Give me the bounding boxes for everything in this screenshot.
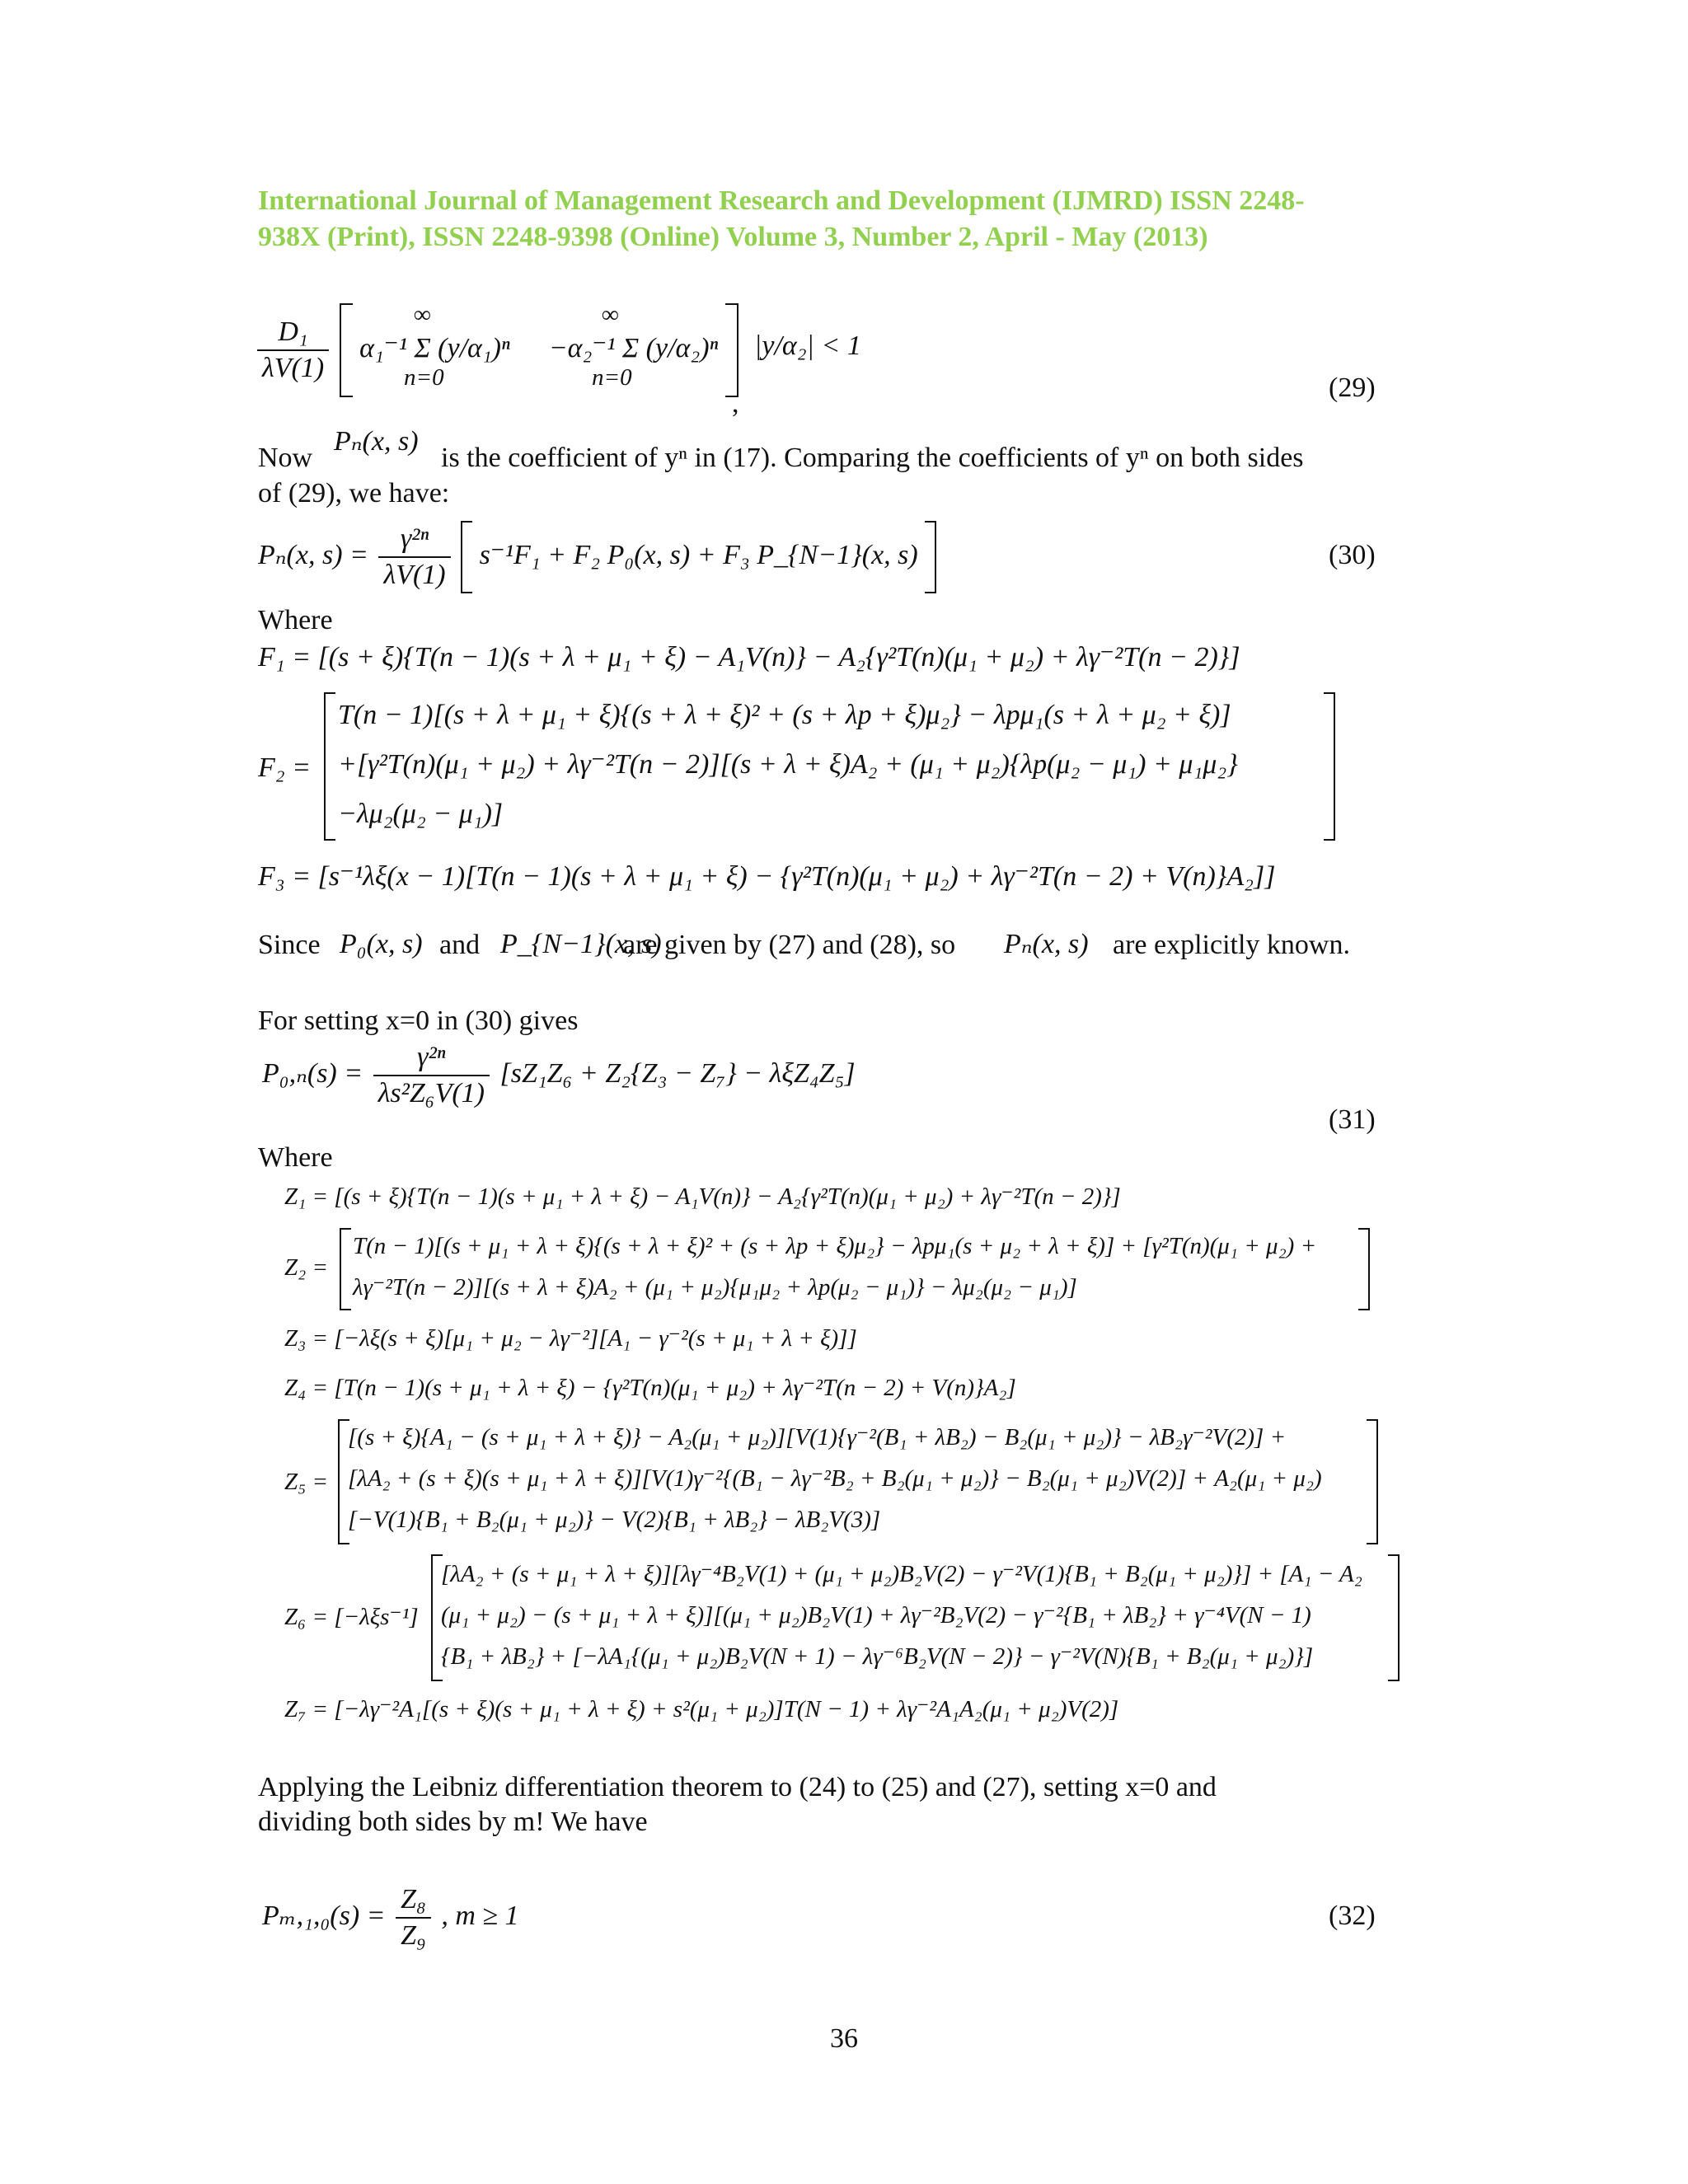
eq32-denominator: Z₉ (401, 1920, 426, 1951)
Z6-row-2: (μ₁ + μ₂) − (s + μ₁ + λ + ξ)][(μ₁ + μ₂)B₂V(1) + λγ⁻²B₂V(2) − γ⁻²{B₁ + λB₂} + γ⁻⁴V(N − 1) (441, 1602, 1311, 1629)
Z2-left-bracket (340, 1228, 351, 1310)
eq29-condition: |y/α₂| < 1 (754, 330, 861, 361)
equation-30 (258, 521, 936, 593)
equation-number-30: (30) (1329, 540, 1376, 570)
para4-line2: dividing both sides by m! We have (258, 1807, 648, 1837)
F2-row-2: +[γ²T(n)(μ₁ + μ₂) + λγ⁻²T(n − 2)][(s + λ + ξ)A₂ + (μ₁ + μ₂){λp(μ₂ − μ₁) + μ₁μ₂} (338, 749, 1238, 780)
Z2-row-1: T(n − 1)[(s + μ₁ + λ + ξ){(s + λ + ξ)² + (s + λp + ξ)μ₂} − λpμ₁(s + μ₂ + λ + ξ)] + [γ²T(n)(μ₁ + μ₂) + (353, 1233, 1317, 1259)
eq31-numerator: γ²ⁿ (373, 1040, 490, 1076)
F2-row-1: T(n − 1)[(s + λ + μ₁ + ξ){(s + λ + ξ)² + (s + λp + ξ)μ₂} − λpμ₁(s + λ + μ₂ + ξ)] (338, 700, 1231, 730)
Z6-row-1: [λA₂ + (s + μ₁ + λ + ξ)][λγ⁻⁴B₂V(1) + (μ₁ + μ₂)B₂V(2) − γ⁻²V(1){B₁ + B₂(μ₁ + μ₂)}] + [A₁ − A₂ (441, 1561, 1362, 1587)
eq31-lhs: P₀,ₙ(s) = (262, 1057, 363, 1089)
para1-line2: of (29), we have: (258, 478, 450, 509)
equation-29 (254, 303, 738, 397)
para3: For setting x=0 in (30) gives (258, 1005, 579, 1036)
where-label-1: Where (258, 605, 333, 635)
eq29-sum-upper-1: ∞ (414, 302, 431, 328)
eq29-numerator: D₁ (257, 315, 329, 351)
eq30-numerator: γ²ⁿ (378, 522, 450, 558)
eq29-term1: α₁⁻¹ Σ (y/α₁)ⁿ (359, 332, 510, 363)
F2-row-3: −λμ₂(μ₂ − μ₁)] (338, 799, 504, 829)
eq30-left-bracket (461, 521, 472, 593)
eq29-sum-lower-1: n=0 (404, 364, 444, 391)
equation-F1: F₁ = [(s + ξ){T(n − 1)(s + λ + μ₁ + ξ) − A₁V(n)} − A₂{γ²T(n)(μ₁ + μ₂) + λγ⁻²T(n − 2)}] (258, 642, 1240, 673)
eq32-rhs: , m ≥ 1 (441, 1900, 519, 1931)
eq29-sum-lower-2: n=0 (592, 364, 632, 391)
equation-Z3: Z₃ = [−λξ(s + ξ)[μ₁ + μ₂ − λγ⁻²][A₁ − γ⁻²(s + μ₁ + λ + ξ)]] (284, 1325, 857, 1352)
Z2-row-2: λγ⁻²T(n − 2)][(s + λ + ξ)A₂ + (μ₁ + μ₂){μ₁μ₂ + λp(μ₂ − μ₁)} − λμ₂(μ₂ − μ₁)] (353, 1274, 1077, 1301)
eq29-term2: −α₂⁻¹ Σ (y/α₂)ⁿ (548, 332, 719, 363)
F2-left-bracket (324, 692, 335, 841)
eq30-lhs: Pₙ(x, s) = (258, 539, 368, 570)
equation-Z4: Z₄ = [T(n − 1)(s + μ₁ + λ + ξ) − {γ²T(n)(μ₁ + μ₂) + λγ⁻²T(n − 2) + V(n)}A₂] (284, 1375, 1016, 1401)
eq32-lhs: Pₘ,₁,₀(s) = (262, 1900, 386, 1931)
Z5-row-1: [(s + ξ){A₁ − (s + μ₁ + λ + ξ)} − A₂(μ₁ + μ₂)][V(1){γ⁻²(B₁ + λB₂) − B₂(μ₁ + μ₂)} − λB₂γ⁻²V(2)] + (348, 1424, 1287, 1451)
equation-32 (262, 1882, 519, 1953)
equation-number-31: (31) (1329, 1104, 1376, 1135)
para2-pn: Pₙ(x, s) (1004, 929, 1089, 959)
eq29-comma: , (732, 388, 739, 419)
para2-and: and (439, 930, 481, 960)
Z2-lhs: Z₂ = (284, 1254, 329, 1281)
where-label-2: Where (258, 1142, 333, 1173)
eq30-rhs: s⁻¹F₁ + F₂ P₀(x, s) + F₃ P_{N−1}(x, s) (479, 539, 918, 570)
eq31-fraction (373, 1040, 490, 1111)
eq30-right-bracket (925, 521, 936, 593)
F2-right-bracket (1324, 692, 1335, 841)
para2-middle: are given by (27) and (28), so (623, 930, 956, 960)
eq32-numerator: Z₈ (396, 1882, 431, 1919)
Z5-row-3: [−V(1){B₁ + B₂(μ₁ + μ₂)} − V(2){B₁ + λB₂} − λB₂V(3)] (348, 1507, 881, 1533)
page-number: 36 (830, 2023, 858, 2054)
equation-Z7: Z₇ = [−λγ⁻²A₁[(s + ξ)(s + μ₁ + λ + ξ) + s²(μ₁ + μ₂)]T(N − 1) + λγ⁻²A₁A₂(μ₁ + μ₂)V(2)] (284, 1696, 1119, 1722)
eq29-sum-upper-2: ∞ (602, 302, 619, 328)
equation-number-29: (29) (1329, 373, 1376, 403)
header-line-1: International Journal of Management Research and Development (IJMRD) ISSN 2248- (258, 185, 1305, 216)
Z5-row-2: [λA₂ + (s + ξ)(s + μ₁ + λ + ξ)][V(1)γ⁻²{(B₁ − λγ⁻²B₂ + B₂(μ₁ + μ₂)} − B₂(μ₁ + μ₂)V(2)] + A₂(μ₁ + μ₂) (348, 1465, 1322, 1492)
para2-pn-1: P_{N−1}(x, s) (500, 929, 662, 959)
Z2-right-bracket (1358, 1228, 1370, 1310)
equation-31 (262, 1040, 856, 1111)
eq29-fraction (257, 315, 329, 386)
eq30-denominator: λV(1) (383, 560, 446, 590)
Z6-lhs: Z₆ = [−λξs⁻¹] (284, 1604, 419, 1630)
eq29-right-bracket (725, 303, 738, 397)
equation-F3: F₃ = [s⁻¹λξ(x − 1)[T(n − 1)(s + λ + μ₁ + ξ) − {γ²T(n)(μ₁ + μ₂) + λγ⁻²T(n − 2) + V(n)}A₂]] (258, 861, 1276, 892)
para2-since: Since (258, 930, 321, 960)
eq31-rhs: [sZ₁Z₆ + Z₂{Z₃ − Z₇} − λξZ₄Z₅] (499, 1057, 856, 1089)
eq29-left-bracket (340, 303, 353, 397)
Z6-right-bracket (1388, 1554, 1400, 1681)
eq30-fraction (378, 522, 450, 593)
para1-pn: Pₙ(x, s) (334, 426, 419, 457)
eq29-denominator: λV(1) (262, 353, 325, 383)
Z6-row-3: {B₁ + λB₂} + [−λA₁{(μ₁ + μ₂)B₂V(N + 1) − λγ⁻⁶B₂V(N − 2)} − γ⁻²V(N){B₁ + B₂(μ₁ + μ₂)}] (441, 1643, 1314, 1670)
para1-now: Now (258, 443, 313, 473)
para4-line1: Applying the Leibniz differentiation theorem to (24) to (25) and (27), setting x=0 and (258, 1772, 1217, 1802)
equation-number-32: (32) (1329, 1900, 1376, 1931)
header-line-2: 938X (Print), ISSN 2248-9398 (Online) Volume 3, Number 2, April - May (2013) (258, 222, 1208, 252)
para2-p0: P₀(x, s) (340, 929, 423, 959)
journal-header (258, 183, 1437, 255)
para1-line1-rest: is the coefficient of yⁿ in (17). Comparing the coefficients of yⁿ on both sides (441, 443, 1304, 473)
Z5-right-bracket (1367, 1419, 1378, 1544)
eq31-denominator: λs²Z₆V(1) (377, 1078, 485, 1108)
para2-end: are explicitly known. (1113, 930, 1350, 960)
eq32-fraction (396, 1882, 431, 1953)
F2-lhs: F₂ = (258, 752, 312, 783)
equation-Z1: Z₁ = [(s + ξ){T(n − 1)(s + μ₁ + λ + ξ) − A₁V(n)} − A₂{γ²T(n)(μ₁ + μ₂) + λγ⁻²T(n − 2)}] (284, 1183, 1121, 1210)
Z5-lhs: Z₅ = (284, 1469, 329, 1495)
